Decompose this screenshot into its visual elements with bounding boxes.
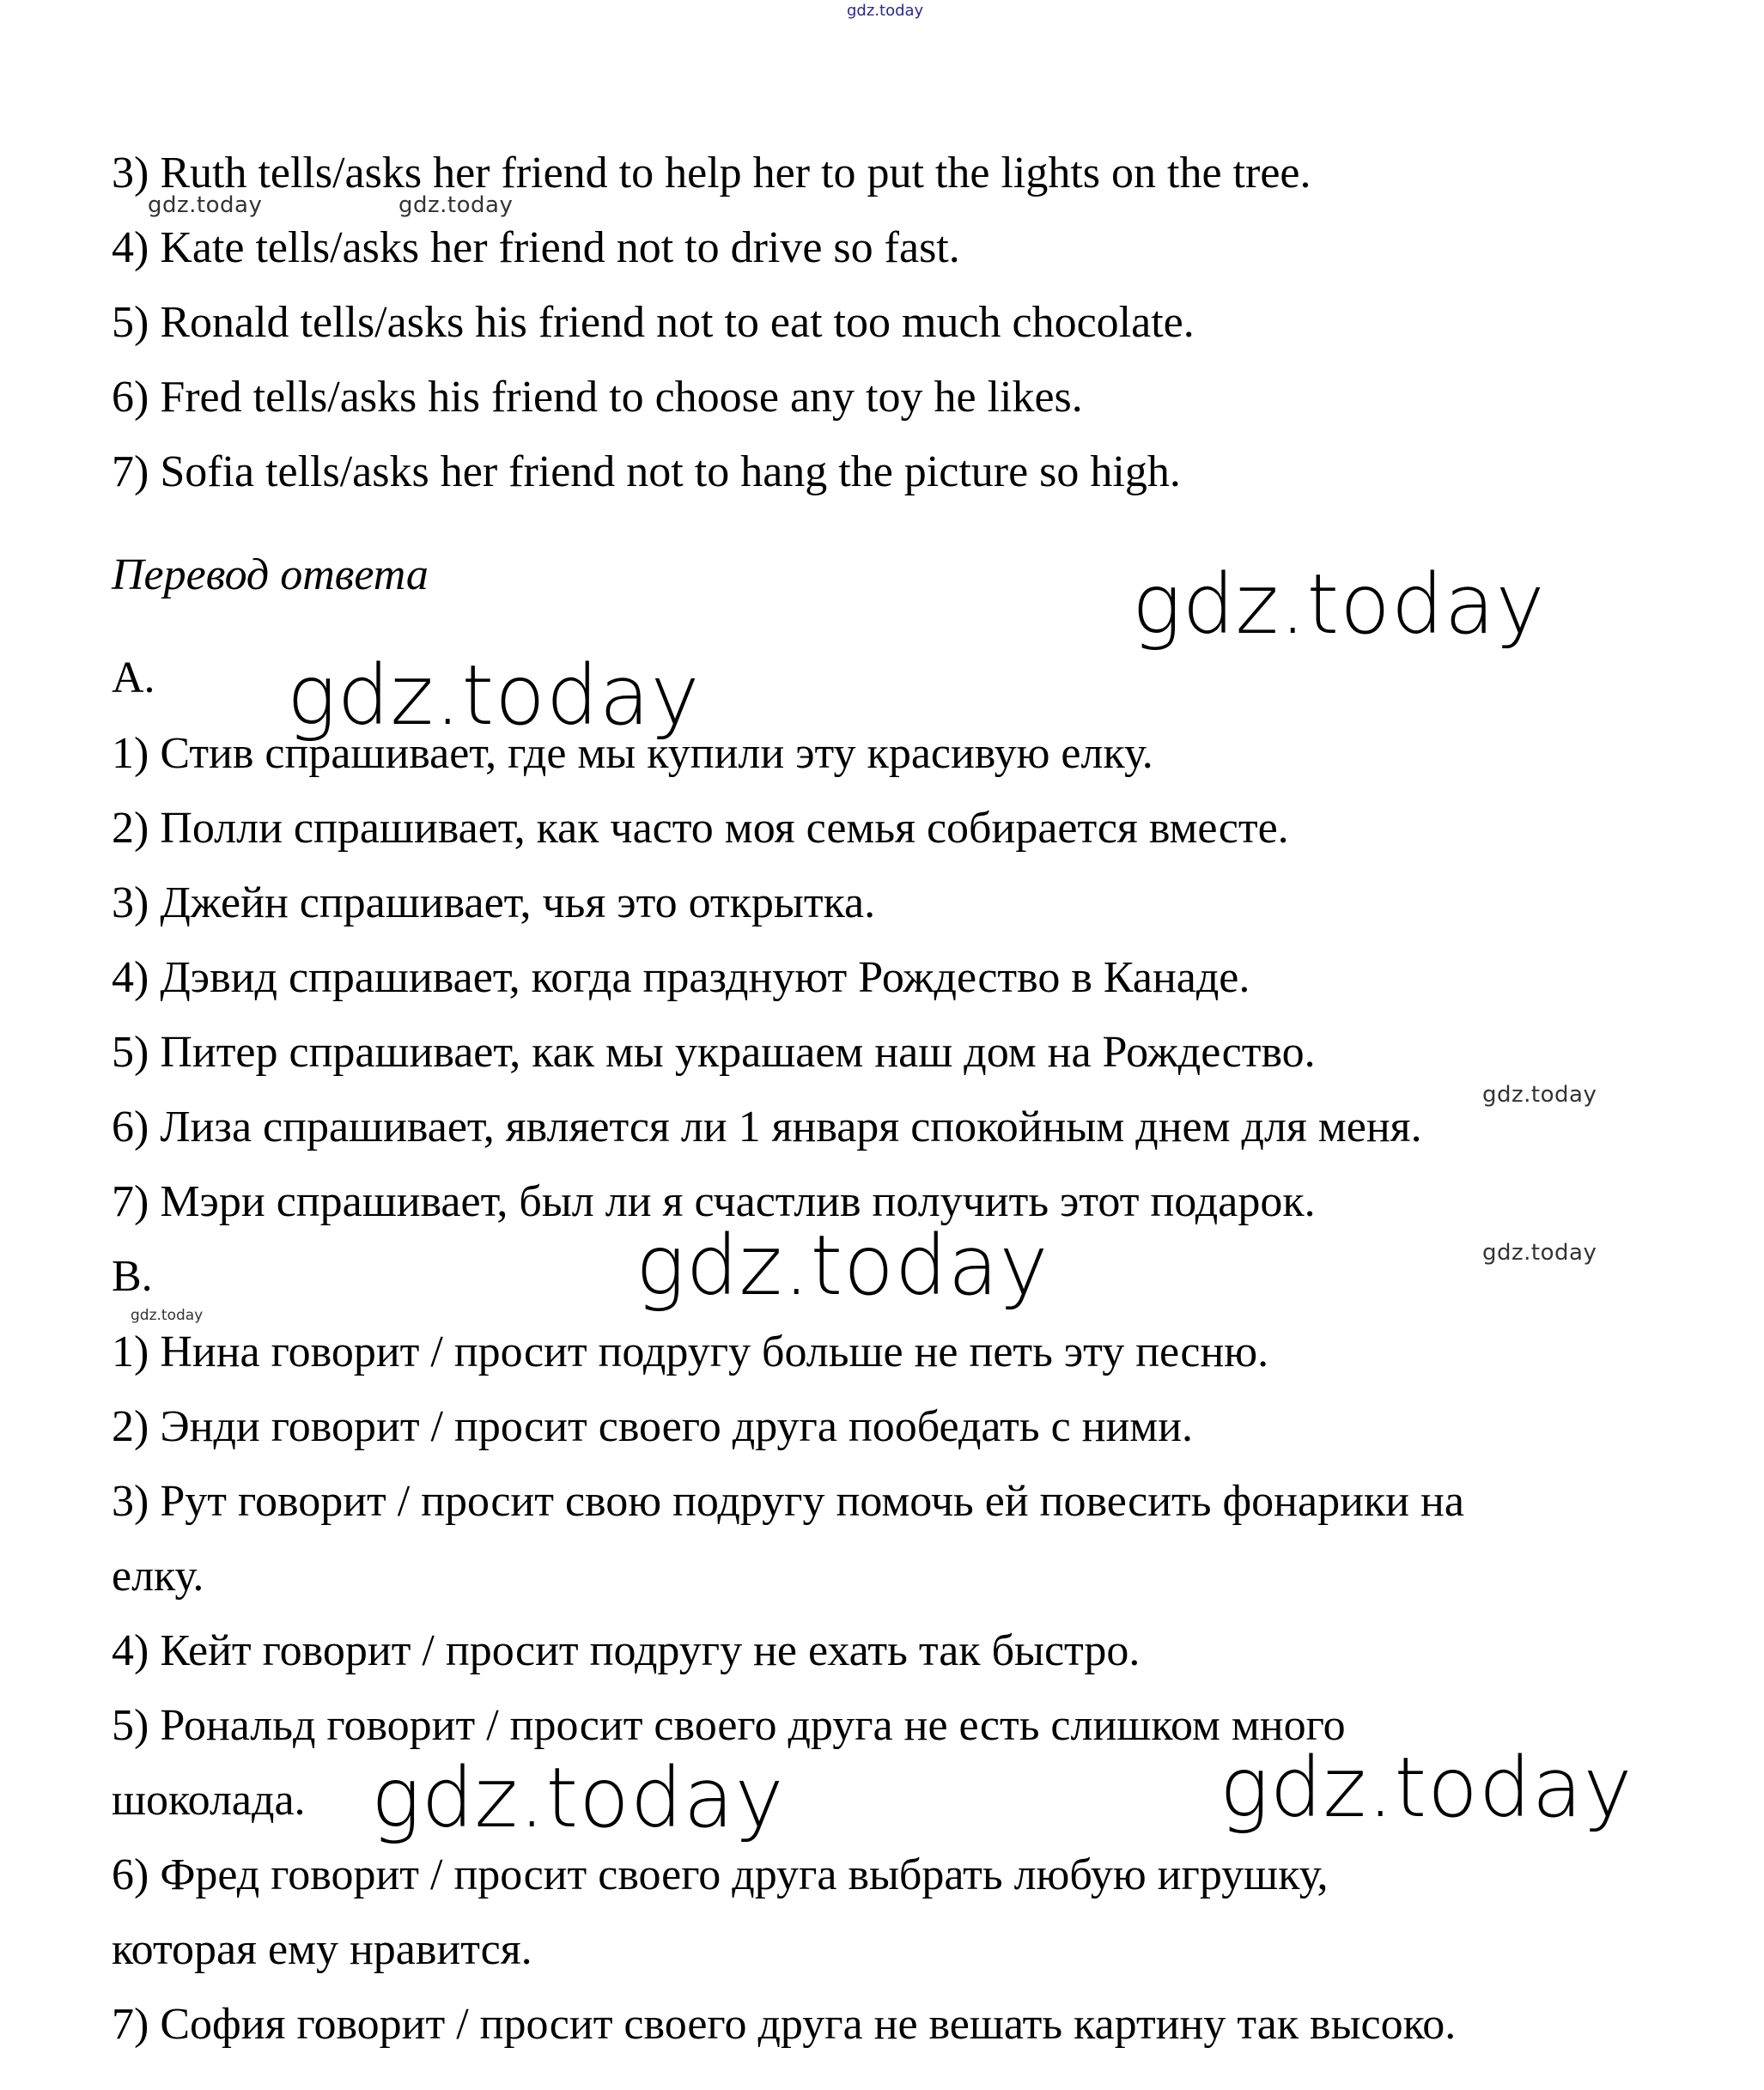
watermark-big-1: gdz.today	[1132, 556, 1546, 653]
watermark-big-2: gdz.today	[287, 647, 701, 744]
section-b-label: B.	[112, 1252, 153, 1301]
section-a-item-7: 7) Мэри спрашивает, был ли я счастлив получить этот подарок.	[112, 1177, 1316, 1226]
section-b-item-2: 2) Энди говорит / просит своего друга пообедать с ними.	[112, 1402, 1194, 1451]
section-b-item-1: 1) Нина говорит / просит подругу больше не петь эту песню.	[112, 1328, 1269, 1376]
english-line-5: 5) Ronald tells/asks his friend not to eat too much chocolate.	[112, 298, 1195, 347]
section-a-item-1: 1) Стив спрашивает, где мы купили эту красивую елку.	[112, 729, 1153, 778]
section-b-item-5: 5) Рональд говорит / просит своего друга не есть слишком много	[112, 1701, 1346, 1750]
section-a-label: A.	[112, 653, 155, 702]
section-b-item-6: 6) Фред говорит / просит своего друга выбрать любую игрушку,	[112, 1850, 1329, 1899]
english-line-3: 3) Ruth tells/asks her friend to help her to put the lights on the tree.	[112, 149, 1311, 197]
watermark-small-1: gdz.today	[148, 192, 263, 218]
watermark-small-2: gdz.today	[398, 192, 514, 218]
translation-heading: Перевод ответа	[112, 550, 429, 599]
english-line-4: 4) Kate tells/asks her friend not to drive so fast.	[112, 223, 960, 272]
section-b-item-4: 4) Кейт говорит / просит подругу не ехать так быстро.	[112, 1626, 1141, 1675]
section-b-item-3: 3) Рут говорит / просит свою подругу помочь ей повесить фонарики на	[112, 1477, 1464, 1526]
watermark-big-5: gdz.today	[1220, 1740, 1633, 1836]
section-a-item-3: 3) Джейн спрашивает, чья это открытка.	[112, 878, 876, 927]
section-a-item-4: 4) Дэвид спрашивает, когда празднуют Рождество в Канаде.	[112, 953, 1250, 1002]
watermark-top: gdz.today	[847, 2, 924, 20]
section-a-item-2: 2) Полли спрашивает, как часто моя семья собирается вместе.	[112, 804, 1289, 853]
section-b-item-5-cont: шоколада.	[112, 1776, 306, 1825]
watermark-small-4: gdz.today	[1482, 1240, 1597, 1266]
section-b-item-7: 7) София говорит / просит своего друга не вешать картину так высоко.	[112, 2000, 1457, 2049]
english-line-7: 7) Sofia tells/asks her friend not to hang the picture so high.	[112, 447, 1181, 496]
watermark-tiny: gdz.today	[131, 1307, 204, 1324]
watermark-small-3: gdz.today	[1482, 1082, 1597, 1108]
section-a-item-5: 5) Питер спрашивает, как мы украшаем наш дом на Рождество.	[112, 1028, 1316, 1077]
watermark-big-4: gdz.today	[371, 1750, 785, 1846]
section-b-item-6-cont: которая ему нравится.	[112, 1925, 532, 1974]
section-a-item-6: 6) Лиза спрашивает, является ли 1 января спокойным днем для меня.	[112, 1103, 1422, 1151]
watermark-big-3: gdz.today	[636, 1218, 1049, 1314]
english-line-6: 6) Fred tells/asks his friend to choose any toy he likes.	[112, 373, 1083, 422]
section-b-item-3-cont: елку.	[112, 1552, 204, 1601]
